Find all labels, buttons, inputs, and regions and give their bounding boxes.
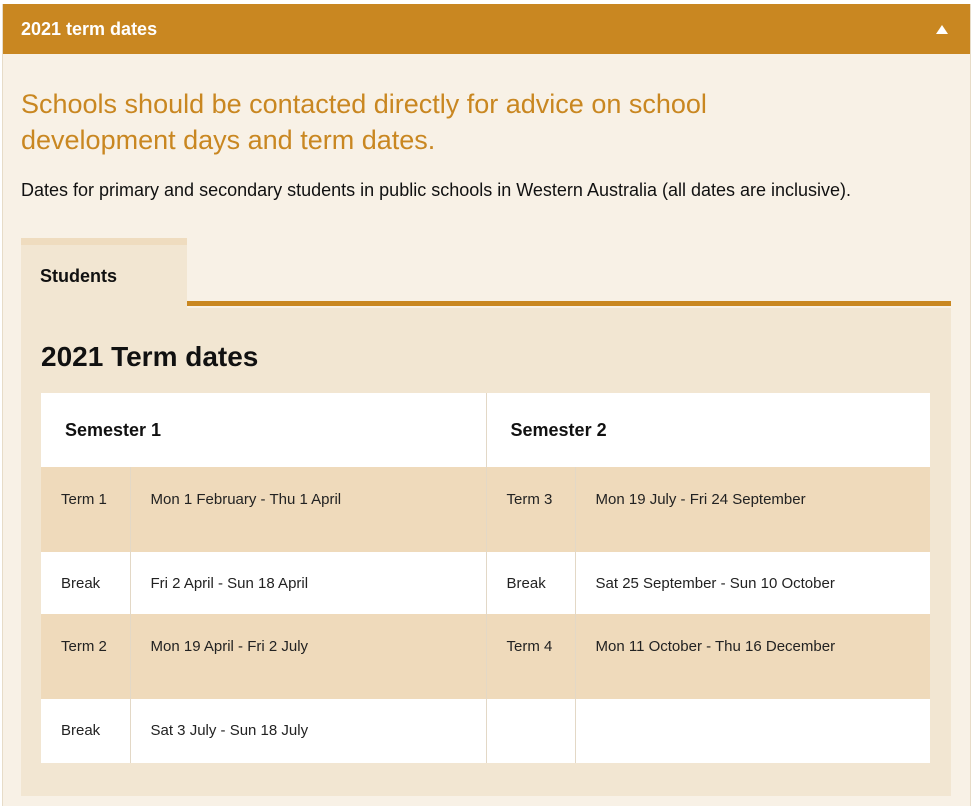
break-label: Break (41, 552, 130, 614)
term-label: Term 2 (41, 614, 130, 699)
break-dates: Sat 3 July - Sun 18 July (130, 699, 486, 763)
chevron-up-icon[interactable] (936, 25, 948, 34)
column-header: Semester 2 (486, 393, 930, 467)
accordion-content (3, 54, 970, 796)
tabs (21, 238, 951, 796)
term-label: Term 4 (486, 614, 575, 699)
accordion-header[interactable] (3, 4, 970, 54)
term-dates: Mon 1 February - Thu 1 April (130, 467, 486, 552)
break-dates: Sat 25 September - Sun 10 October (575, 552, 930, 614)
term-label: Term 3 (486, 467, 575, 552)
break-label: Break (41, 699, 130, 763)
lead-text: Schools should be contacted directly for advice on school development days and term dates. (21, 89, 707, 155)
table-row (41, 614, 930, 699)
table-header-row (41, 393, 930, 467)
panel-heading: 2021 Term dates (41, 341, 259, 372)
break-dates: Fri 2 April - Sun 18 April (130, 552, 486, 614)
intro-text: Dates for primary and secondary students in public schools in Western Australia (all dates are inclusive). (21, 180, 852, 200)
term-dates-table (41, 393, 930, 763)
term-label: Term 1 (41, 467, 130, 552)
term-dates: Mon 11 October - Thu 16 December (575, 614, 930, 699)
empty-cell (575, 699, 930, 763)
tab-students[interactable]: Students (21, 238, 187, 308)
column-header: Semester 1 (41, 393, 486, 467)
term-dates: Mon 19 April - Fri 2 July (130, 614, 486, 699)
term-dates: Mon 19 July - Fri 24 September (575, 467, 930, 552)
empty-cell (486, 699, 575, 763)
table-row (41, 552, 930, 614)
table-row (41, 467, 930, 552)
break-label: Break (486, 552, 575, 614)
tab-underline (187, 301, 951, 306)
tab-panel-students (21, 308, 951, 796)
accordion-title: 2021 term dates (21, 18, 158, 39)
term-dates-accordion (2, 4, 971, 806)
table-row (41, 699, 930, 763)
